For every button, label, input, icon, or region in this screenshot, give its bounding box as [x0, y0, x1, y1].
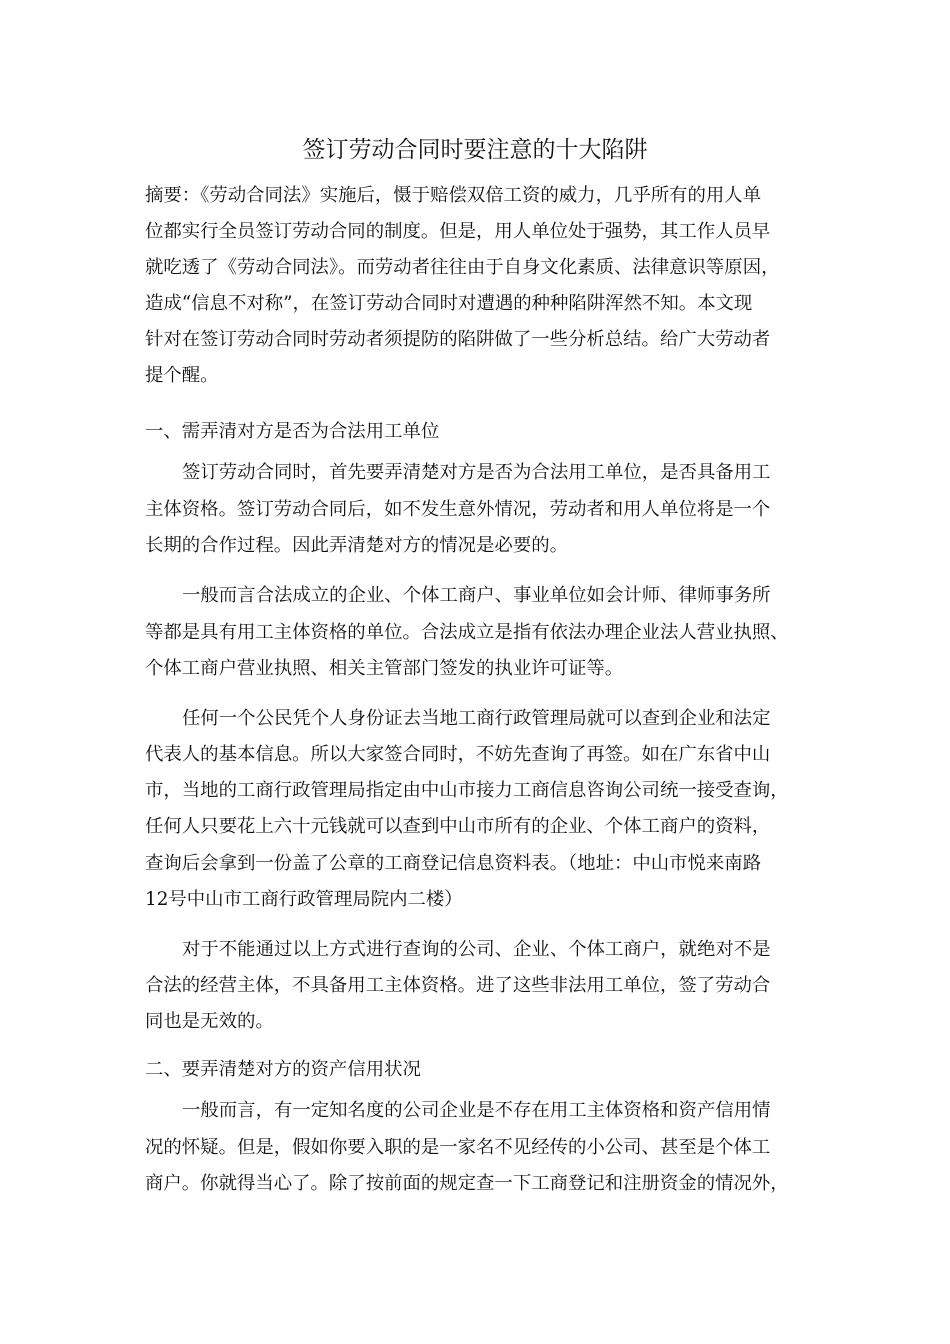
paragraph-line: 任何人只要花上六十元钱就可以查到中山市所有的企业、个体工商户的资料， — [145, 816, 771, 837]
paragraph-line: 长期的合作过程。因此弄清楚对方的情况是必要的。 — [145, 535, 568, 556]
paragraph-line: 商户。你就得当心了。除了按前面的规定查一下工商登记和注册资金的情况外， — [145, 1173, 789, 1194]
paragraph-line: 签订劳动合同时，首先要弄清楚对方是否为合法用工单位，是否具备用工 — [182, 462, 771, 483]
paragraph-line: 任何一个公民凭个人身份证去当地工商行政管理局就可以查到企业和法定 — [182, 708, 771, 729]
paragraph-line: 况的怀疑。但是，假如你要入职的是一家名不见经传的小公司、甚至是个体工 — [145, 1137, 771, 1158]
document-title: 签订劳动合同时要注意的十大陷阱 — [302, 137, 648, 163]
paragraph-line: 一般而言合法成立的企业、个体工商户、事业单位如会计师、律师事务所 — [182, 585, 771, 606]
paragraph-line: 主体资格。签订劳动合同后，如不发生意外情况，劳动者和用人单位将是一个 — [145, 499, 771, 520]
section-heading-1: 一、需弄清对方是否为合法用工单位 — [145, 421, 440, 442]
paragraph-line: 同也是无效的。 — [145, 1011, 274, 1032]
paragraph-line: 市，当地的工商行政管理局指定由中山市接力工商信息咨询公司统一接受查询， — [145, 780, 789, 801]
abstract-line-6: 提个醒。 — [145, 365, 219, 386]
paragraph-line: 12号中山市工商行政管理局院内二楼） — [145, 889, 463, 910]
paragraph-line: 查询后会拿到一份盖了公章的工商登记信息资料表。（地址：中山市悦来南路 — [145, 853, 762, 874]
paragraph-line: 合法的经营主体，不具备用工主体资格。进了这些非法用工单位，签了劳动合 — [145, 975, 771, 996]
paragraph-line: 对于不能通过以上方式进行查询的公司、企业、个体工商户，就绝对不是 — [182, 939, 771, 960]
paragraph-line: 代表人的基本信息。所以大家签合同时，不妨先查询了再签。如在广东省中山 — [145, 744, 771, 765]
abstract-line-2: 位都实行全员签订劳动合同的制度。但是，用人单位处于强势，其工作人员早 — [145, 221, 771, 242]
paragraph-line: 个体工商户营业执照、相关主管部门签发的执业许可证等。 — [145, 658, 624, 679]
abstract-line-5: 针对在签订劳动合同时劳动者须提防的陷阱做了一些分析总结。给广大劳动者 — [145, 329, 771, 350]
paragraph-line: 等都是具有用工主体资格的单位。合法成立是指有依法办理企业法人营业执照、 — [145, 622, 789, 643]
abstract-line-4: 造成“信息不对称”，在签订劳动合同时对遭遇的种种陷阱浑然不知。本文现 — [145, 293, 753, 314]
abstract-line-3: 就吃透了《劳动合同法》。而劳动者往往由于自身文化素质、法律意识等原因， — [145, 257, 780, 278]
abstract-line-1: 摘要：《劳动合同法》实施后，慑于赔偿双倍工资的威力，几乎所有的用人单 — [145, 185, 762, 206]
paragraph-line: 一般而言，有一定知名度的公司企业是不存在用工主体资格和资产信用情 — [182, 1100, 771, 1121]
section-heading-2: 二、要弄清楚对方的资产信用状况 — [145, 1059, 421, 1080]
